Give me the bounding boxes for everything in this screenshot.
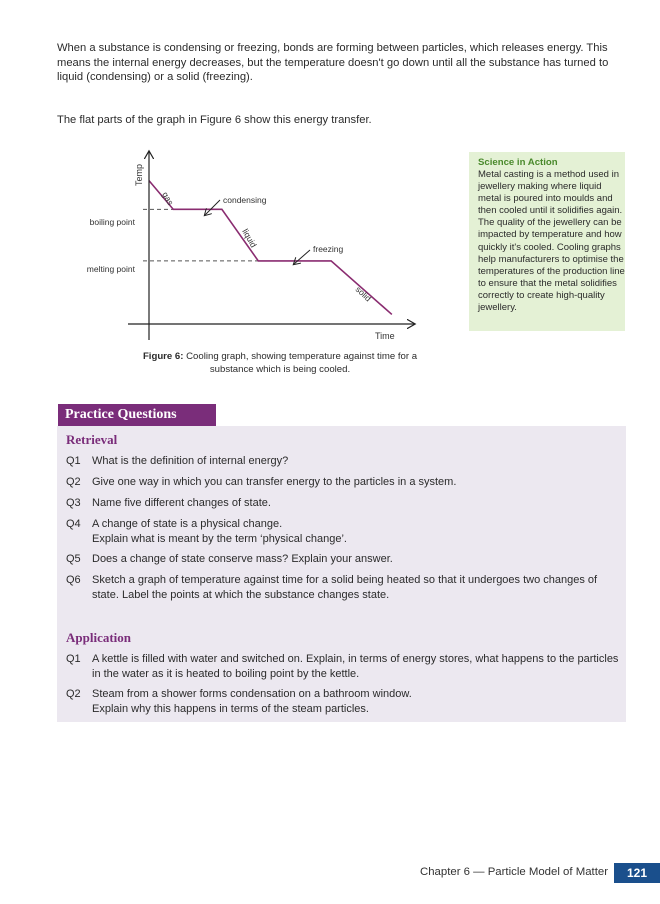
condensing-label: condensing xyxy=(223,195,267,205)
application-heading: Application xyxy=(66,630,132,645)
question-number: Q5 xyxy=(66,553,81,565)
question-text: Does a change of state conserve mass? Explain your answer. xyxy=(92,553,393,565)
question-number: Q2 xyxy=(66,476,81,488)
question-text: Give one way in which you can transfer energy to the particles in a system. xyxy=(92,476,457,488)
y-axis-label: Temp xyxy=(134,163,144,186)
solid-label: solid xyxy=(353,284,374,304)
question-number: Q2 xyxy=(66,688,81,700)
figure-caption-text: Cooling graph, showing temperature against time for a substance which is being cooled. xyxy=(186,351,418,375)
question-number: Q3 xyxy=(66,497,81,509)
question-number: Q4 xyxy=(66,518,81,530)
question-text-block xyxy=(92,687,622,716)
science-in-action-box xyxy=(469,152,625,331)
condensing-pointer-arrow xyxy=(205,200,220,215)
practice-questions-title: Practice Questions xyxy=(58,404,216,426)
question-number: Q1 xyxy=(66,653,81,665)
cooling-curve xyxy=(149,181,392,315)
question-text: A change of state is a physical change. xyxy=(92,518,283,530)
retrieval-question xyxy=(66,552,622,567)
question-text-line-2: Explain why this happens in terms of the steam particles. xyxy=(92,702,369,715)
science-in-action-title: Science in Action xyxy=(478,157,558,168)
liquid-label: liquid xyxy=(240,227,259,250)
question-text: Steam from a shower forms condensation on a bathroom window. xyxy=(92,688,412,700)
cooling-graph xyxy=(0,0,470,350)
retrieval-question xyxy=(66,573,622,602)
intro-paragraph-1: When a substance is condensing or freezing, bonds are forming between particles, which releases energy. This means the internal energy decreases, but the temperature doesn't go down until all the substance has turned to liquid (condensing) or a solid (freezing). xyxy=(57,42,609,83)
question-text-block xyxy=(92,517,622,546)
question-text: What is the definition of internal energy? xyxy=(92,455,289,467)
question-number: Q6 xyxy=(66,574,81,586)
retrieval-question xyxy=(66,454,622,469)
application-question xyxy=(66,652,622,681)
x-axis-label: Time xyxy=(375,331,395,341)
question-text: A kettle is filled with water and switched on. Explain, in terms of energy stores, what happens to the particles in the water as it is heated to boiling point by the kettle. xyxy=(92,653,619,680)
intro-paragraph-2: The flat parts of the graph in Figure 6 show this energy transfer. xyxy=(57,114,372,126)
retrieval-question xyxy=(66,496,622,511)
boiling-point-label: boiling point xyxy=(89,217,135,227)
question-number: Q1 xyxy=(66,455,81,467)
melting-point-label: melting point xyxy=(86,264,135,274)
freezing-pointer-arrow xyxy=(294,250,310,264)
gas-label: gas xyxy=(160,190,176,207)
retrieval-heading: Retrieval xyxy=(66,432,118,447)
page-number: 121 xyxy=(614,863,660,883)
retrieval-question xyxy=(66,475,622,490)
science-in-action-text: Metal casting is a method used in jewellery making where liquid metal is poured into moulds and then cooled until it solidifies again. The quality of the jewellery can be impacted by temperature and how quickly it's cooled. Cooling graphs help manufacturers to optimise the temperatures of the production line to ensure that the metal solidifies correctly to create high-quality jewellery. xyxy=(478,169,625,314)
figure-caption xyxy=(140,351,420,376)
question-text-line-2: Explain what is meant by the term ‘physical change’. xyxy=(92,532,347,545)
freezing-label: freezing xyxy=(313,244,344,254)
chapter-title: Chapter 6 — Particle Model of Matter xyxy=(419,866,608,878)
question-text: Sketch a graph of temperature against time for a solid being heated so that it undergoes two changes of state. Label the points at which the substance changes state. xyxy=(92,574,598,601)
question-text: Name five different changes of state. xyxy=(92,497,271,509)
figure-label: Figure 6: xyxy=(142,351,184,362)
retrieval-question xyxy=(66,517,622,546)
application-question xyxy=(66,687,622,716)
